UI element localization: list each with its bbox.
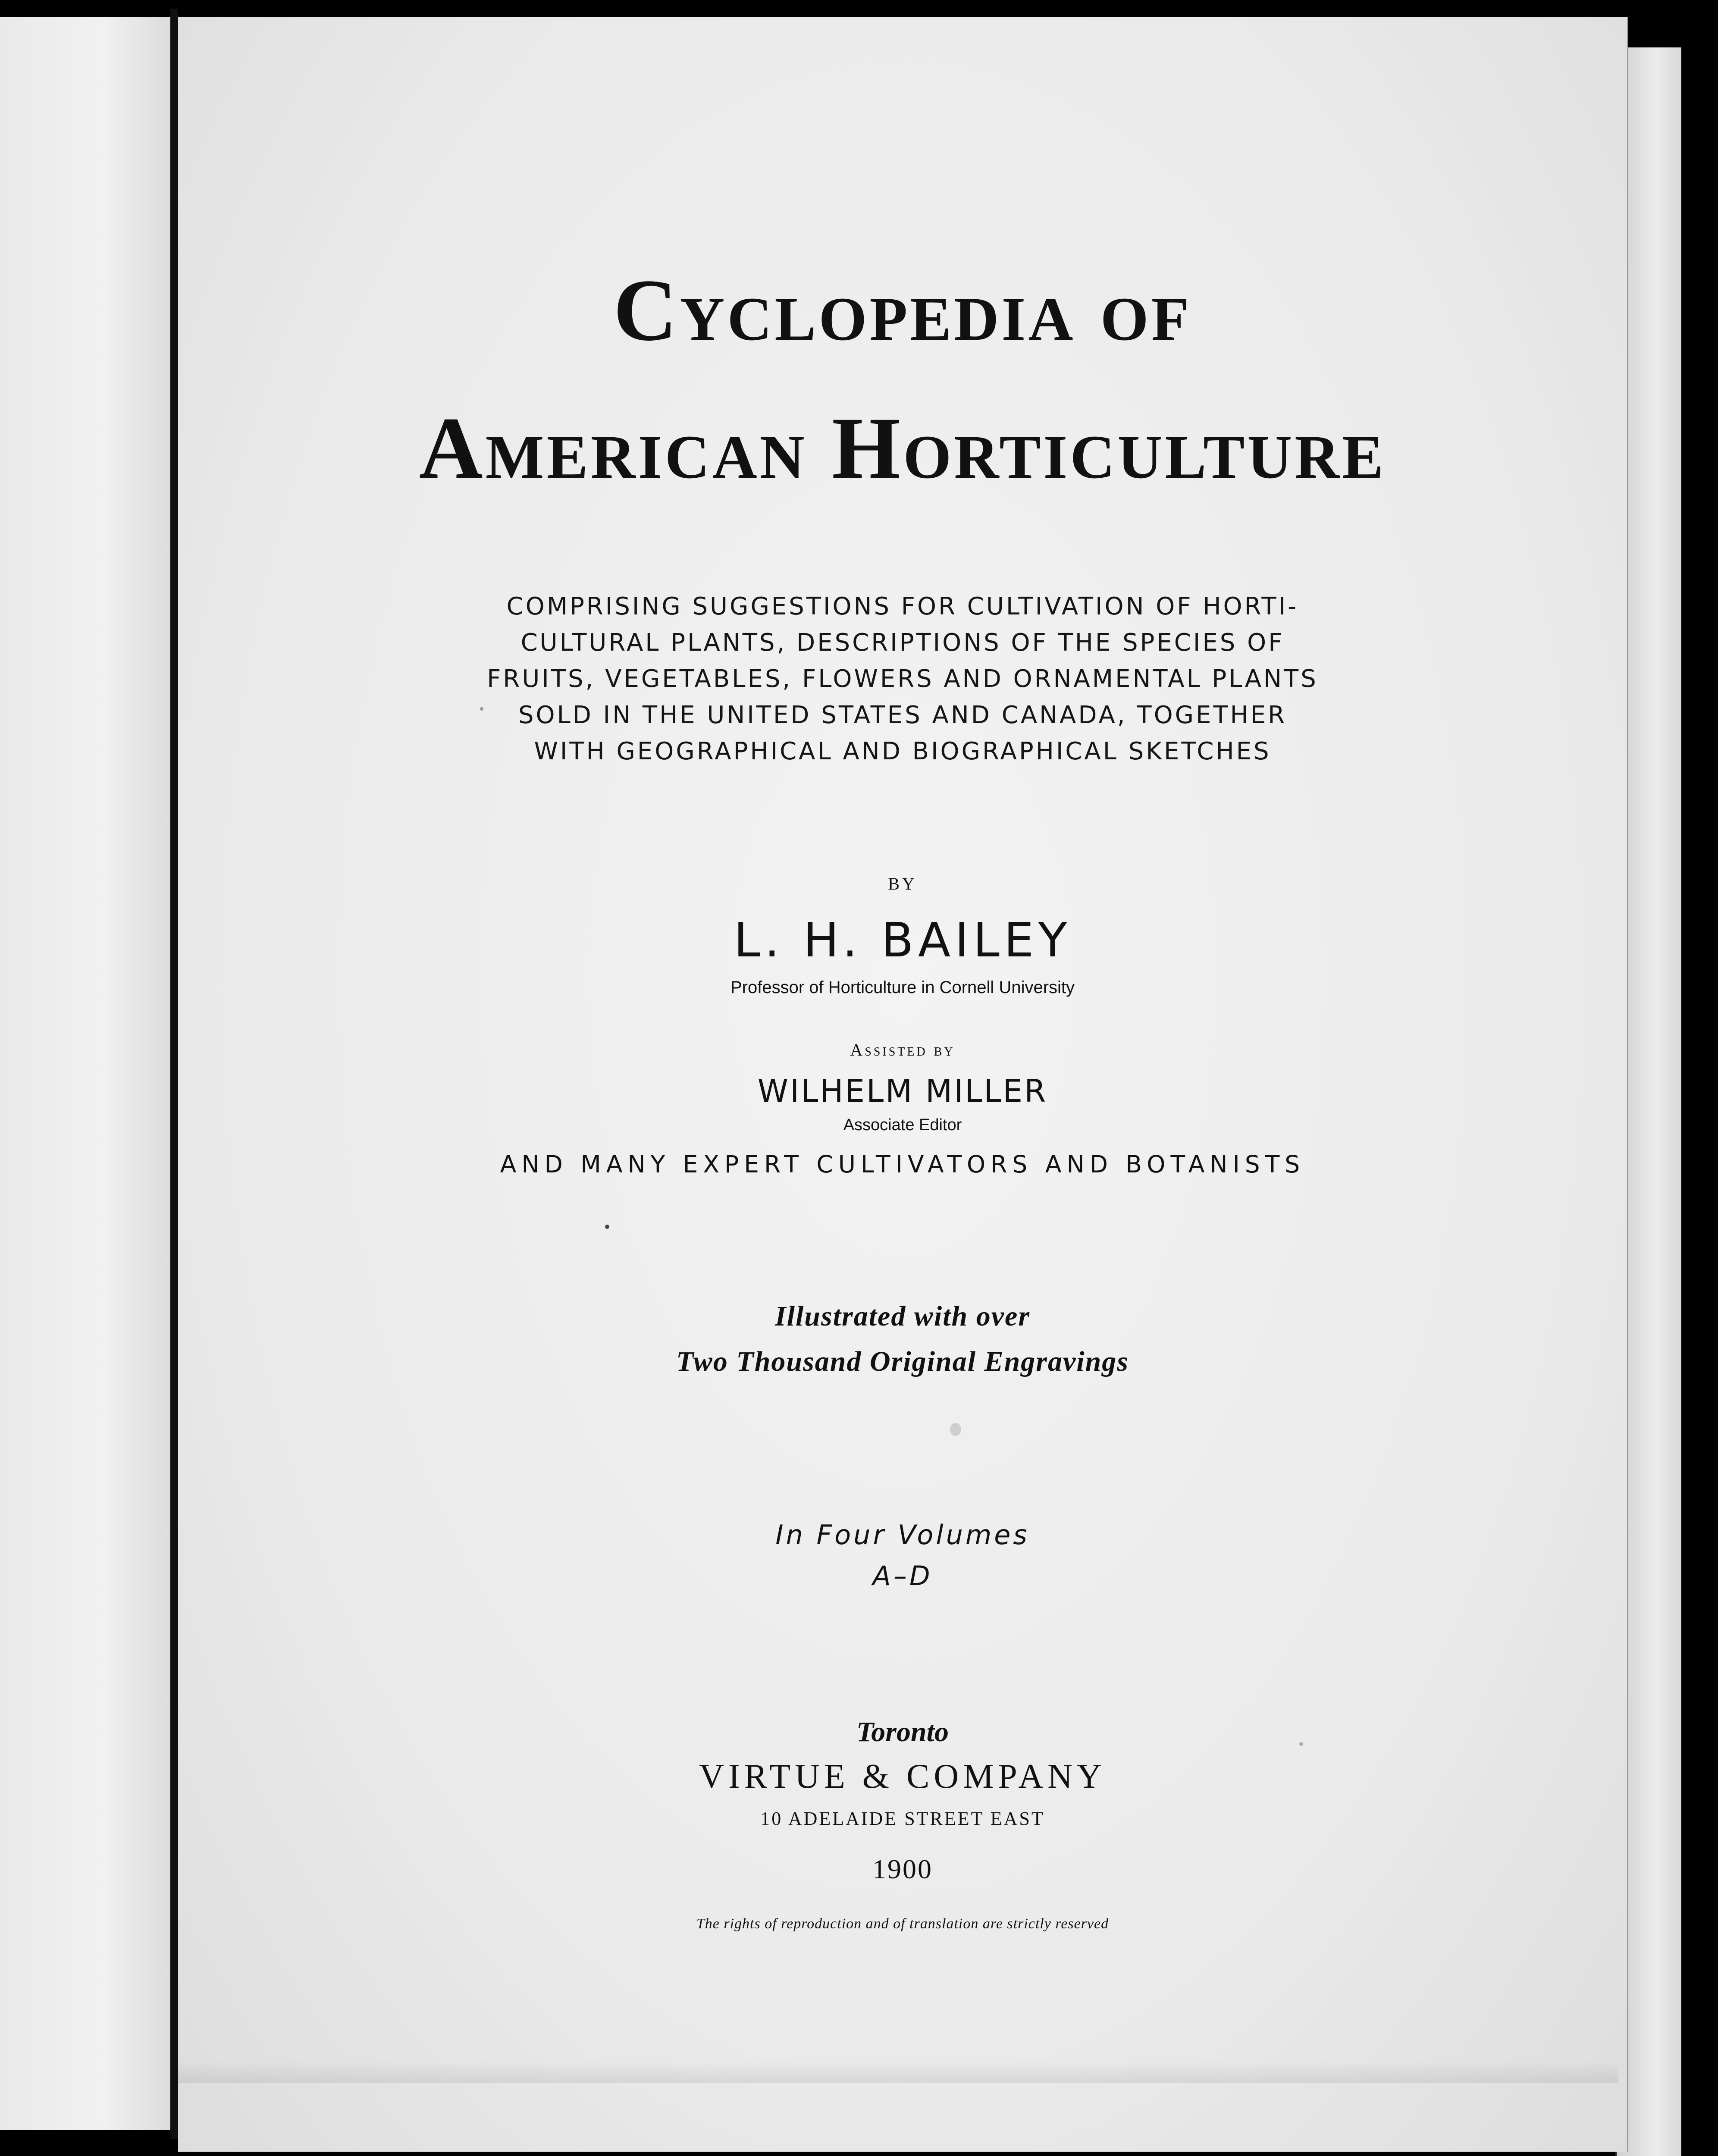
book-subtitle — [178, 589, 1627, 770]
assisted-by-label: Assisted by — [850, 1040, 955, 1059]
book-title-line-2: American Horticulture — [419, 399, 1386, 497]
volumes-count: In Four Volumes — [775, 1519, 1030, 1551]
by-label: BY — [888, 874, 917, 893]
left-page-edge — [0, 17, 170, 2130]
illustration-note-line-2: Two Thousand Original Engravings — [676, 1346, 1129, 1377]
publication-year: 1900 — [872, 1854, 933, 1884]
volume-range: A–D — [872, 1560, 933, 1592]
subtitle-line: CULTURAL PLANTS, DESCRIPTIONS OF THE SPECIES OF — [520, 629, 1285, 657]
subtitle-line: WITH GEOGRAPHICAL AND BIOGRAPHICAL SKETCHES — [534, 737, 1271, 765]
assistant-name: WILHELM MILLER — [757, 1073, 1048, 1109]
contributors-line: AND MANY EXPERT CULTIVATORS AND BOTANISTS — [500, 1150, 1305, 1178]
illustration-note-line-1: Illustrated with over — [774, 1300, 1031, 1332]
scan-speck — [950, 1423, 961, 1436]
publisher-name: VIRTUE & COMPANY — [699, 1758, 1106, 1796]
publisher-address: 10 ADELAIDE STREET EAST — [760, 1808, 1045, 1829]
page-shadow — [178, 2061, 1618, 2083]
subtitle-line: SOLD IN THE UNITED STATES AND CANADA, TOGETHER — [518, 701, 1287, 729]
author-affiliation: Professor of Horticulture in Cornell University — [730, 978, 1075, 997]
rights-notice: The rights of reproduction and of translation are strictly reserved — [696, 1916, 1109, 1932]
publisher-city: Toronto — [856, 1716, 949, 1748]
book-gutter — [170, 9, 178, 2139]
assistant-role: Associate Editor — [843, 1116, 962, 1134]
scan-speck — [605, 1225, 609, 1229]
title-page — [178, 17, 1628, 2152]
book-title-line-1: Cyclopedia of — [613, 261, 1192, 359]
scan-speck — [1299, 1742, 1303, 1746]
author-name: L. H. BAILEY — [734, 912, 1072, 968]
subtitle-line: FRUITS, VEGETABLES, FLOWERS AND ORNAMENTAL PLANTS — [487, 665, 1318, 693]
subtitle-line: COMPRISING SUGGESTIONS FOR CULTIVATION OF HORTI- — [506, 592, 1299, 620]
scan-speck — [480, 707, 483, 711]
